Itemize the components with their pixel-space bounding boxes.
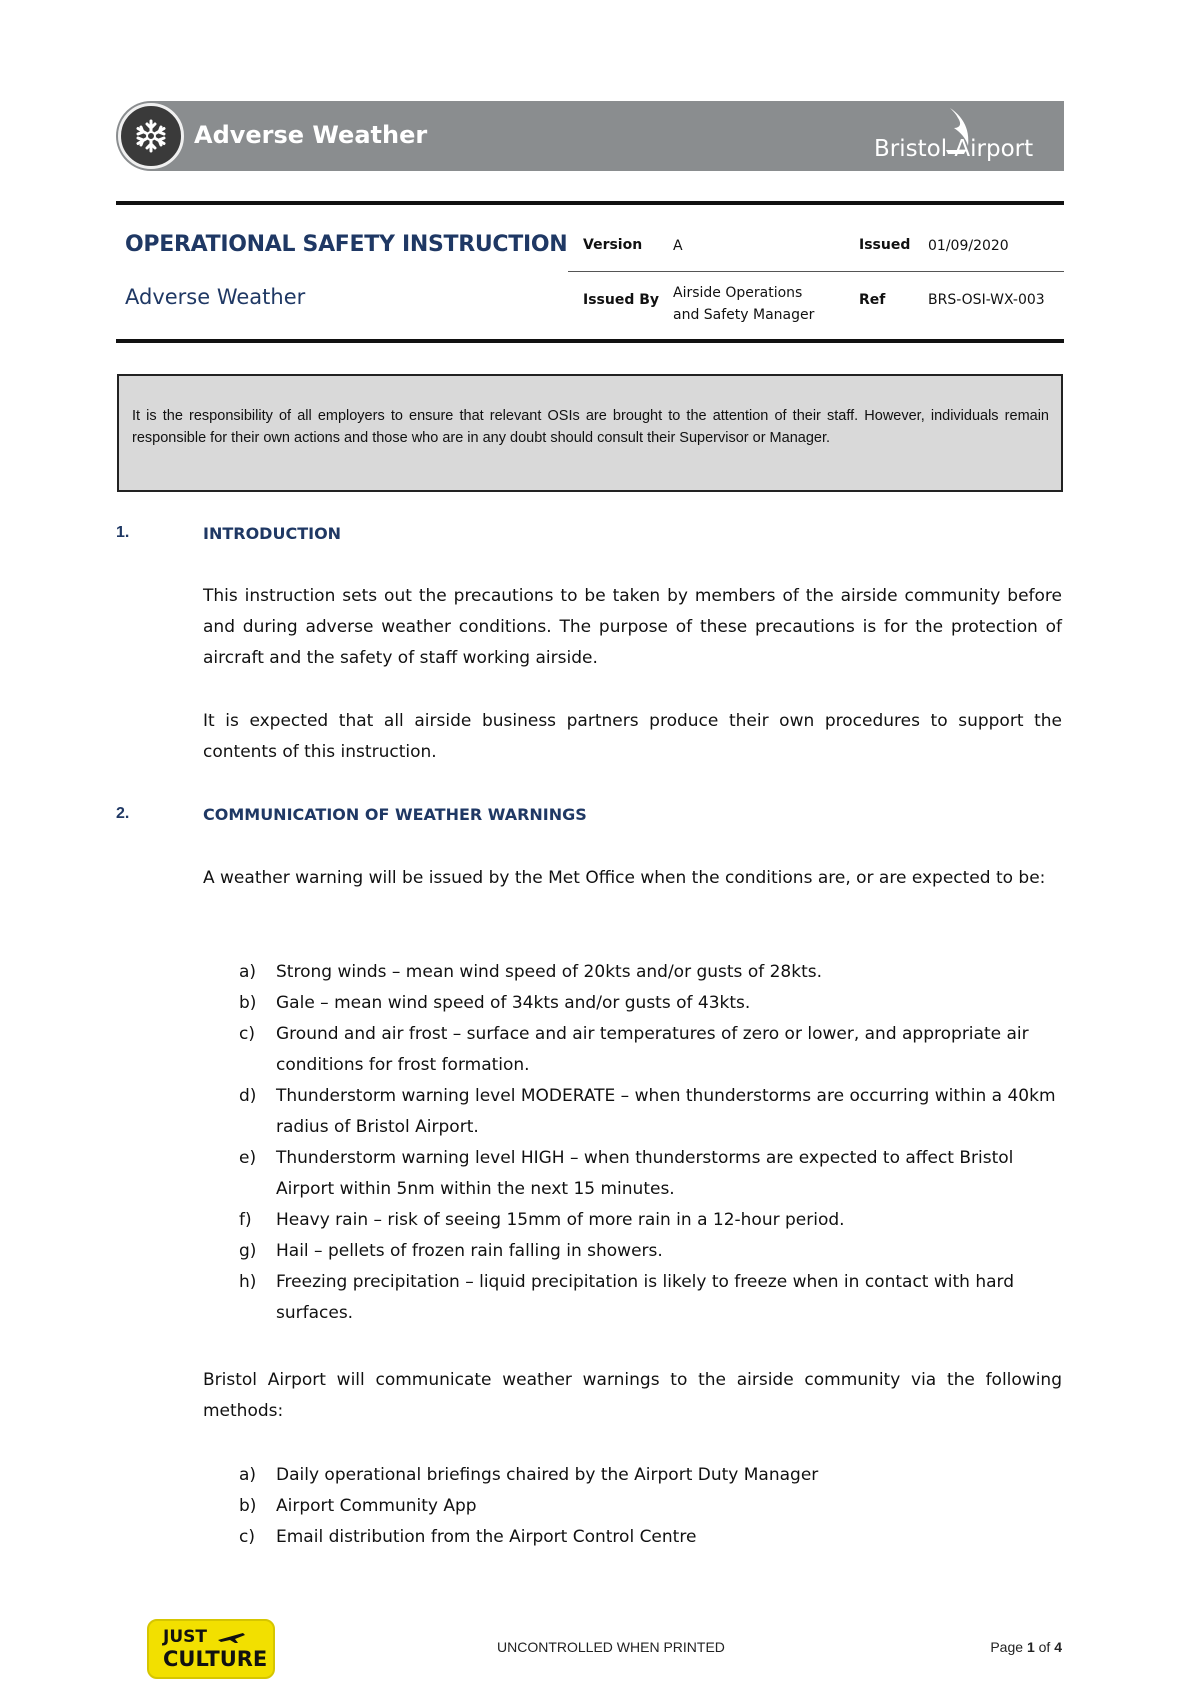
issued-by-label: Issued By	[583, 292, 660, 308]
meta-divider	[568, 271, 1064, 272]
list-item-text: Daily operational briefings chaired by the Airport Duty Manager	[276, 1465, 819, 1485]
list-item-text: Freezing precipitation – liquid precipitation is likely to freeze when in contact with hard surfaces.	[276, 1272, 1014, 1323]
issued-value: 01/09/2020	[928, 238, 1009, 254]
list-item-label: d)	[239, 1086, 257, 1106]
header-rule-top	[116, 201, 1064, 205]
uncontrolled-notice: UNCONTROLLED WHEN PRINTED	[497, 1639, 725, 1655]
page-total: 4	[1054, 1639, 1062, 1655]
responsibility-notice: It is the responsibility of all employers to ensure that relevant OSIs are brought to the attention of their staff. However, individuals remain responsible for their own actions and those who are in any doubt should consult their Supervisor or Manager.	[117, 374, 1063, 492]
weather-warning-list	[203, 957, 1063, 1329]
list-item	[203, 957, 1063, 988]
list-item-text: Airport Community App	[276, 1496, 477, 1516]
ref-value: BRS-OSI-WX-003	[928, 292, 1045, 308]
issued-label: Issued	[859, 237, 911, 253]
plane-icon	[217, 1630, 247, 1644]
list-item-text: Email distribution from the Airport Control Centre	[276, 1527, 697, 1547]
page-label: Page	[990, 1639, 1024, 1655]
communication-methods-list	[203, 1460, 1063, 1553]
list-item-text: Hail – pellets of frozen rain falling in showers.	[276, 1241, 663, 1261]
section-1-heading: INTRODUCTION	[203, 524, 342, 543]
section-1-paragraph-2: It is expected that all airside business partners produce their own procedures to support the contents of this instruction.	[203, 711, 1062, 762]
list-item-label: a)	[239, 962, 257, 982]
version-value: A	[673, 238, 683, 254]
document-title: OPERATIONAL SAFETY INSTRUCTION	[125, 232, 568, 257]
list-item	[203, 1236, 1063, 1267]
brand-name: Bristol Airport	[874, 136, 1034, 162]
list-item-label: a)	[239, 1465, 257, 1485]
list-item-label: g)	[239, 1241, 257, 1261]
just-culture-line1: JUST	[163, 1627, 207, 1647]
header-rule-bottom	[116, 339, 1064, 343]
list-item-label: f)	[239, 1210, 252, 1230]
list-item-label: c)	[239, 1527, 255, 1547]
list-item	[203, 1522, 1063, 1553]
list-item-label: c)	[239, 1024, 255, 1044]
list-item-text: Thunderstorm warning level HIGH – when thunderstorms are expected to affect Bristol Airport within 5nm within the next 15 minutes.	[276, 1148, 1014, 1199]
page-indicator	[990, 1639, 1062, 1655]
list-item-label: h)	[239, 1272, 257, 1292]
list-item-label: b)	[239, 993, 257, 1013]
list-item-text: Heavy rain – risk of seeing 15mm of more rain in a 12-hour period.	[276, 1210, 845, 1230]
list-item-text: Thunderstorm warning level MODERATE – when thunderstorms are occurring within a 40km radius of Bristol Airport.	[276, 1086, 1056, 1137]
list-item-text: Strong winds – mean wind speed of 20kts and/or gusts of 28kts.	[276, 962, 823, 982]
section-2-paragraph-1: A weather warning will be issued by the Met Office when the conditions are, or are expected to be:	[203, 868, 1046, 888]
list-item	[203, 1143, 1063, 1205]
list-item	[203, 1205, 1063, 1236]
list-item	[203, 1267, 1063, 1329]
section-2-number: 2.	[116, 805, 130, 822]
list-item-label: e)	[239, 1148, 257, 1168]
section-1-number: 1.	[116, 524, 130, 541]
just-culture-line2: CULTURE	[163, 1647, 268, 1671]
just-culture-logo	[147, 1619, 275, 1679]
document-subtitle: Adverse Weather	[125, 285, 306, 309]
list-item	[203, 1019, 1063, 1081]
list-item-text: Gale – mean wind speed of 34kts and/or gusts of 43kts.	[276, 993, 751, 1013]
page-number: 1	[1026, 1639, 1035, 1655]
of-label: of	[1038, 1639, 1051, 1655]
banner-title: Adverse Weather	[194, 121, 428, 149]
list-item	[203, 1460, 1063, 1491]
list-item	[203, 1081, 1063, 1143]
list-item	[203, 1491, 1063, 1522]
section-2-paragraph-2: Bristol Airport will communicate weather warnings to the airside community via the following methods:	[203, 1370, 1062, 1421]
bristol-airport-logo	[874, 106, 1060, 168]
list-item	[203, 988, 1063, 1019]
ref-label: Ref	[859, 292, 886, 308]
list-item-text: Ground and air frost – surface and air temperatures of zero or lower, and appropriate air conditions for frost formation.	[276, 1024, 1029, 1075]
section-1-paragraph-1: This instruction sets out the precautions to be taken by members of the airside community before and during adverse weather conditions. The purpose of these precautions is for the protection of aircraft and the safety of staff working airside.	[203, 586, 1062, 668]
list-item-label: b)	[239, 1496, 257, 1516]
section-2-heading: COMMUNICATION OF WEATHER WARNINGS	[203, 805, 587, 824]
snowflake-icon	[118, 103, 184, 169]
version-label: Version	[583, 237, 643, 253]
issued-by-value-line1: Airside Operations	[673, 285, 803, 301]
issued-by-value-line2: and Safety Manager	[673, 307, 815, 323]
